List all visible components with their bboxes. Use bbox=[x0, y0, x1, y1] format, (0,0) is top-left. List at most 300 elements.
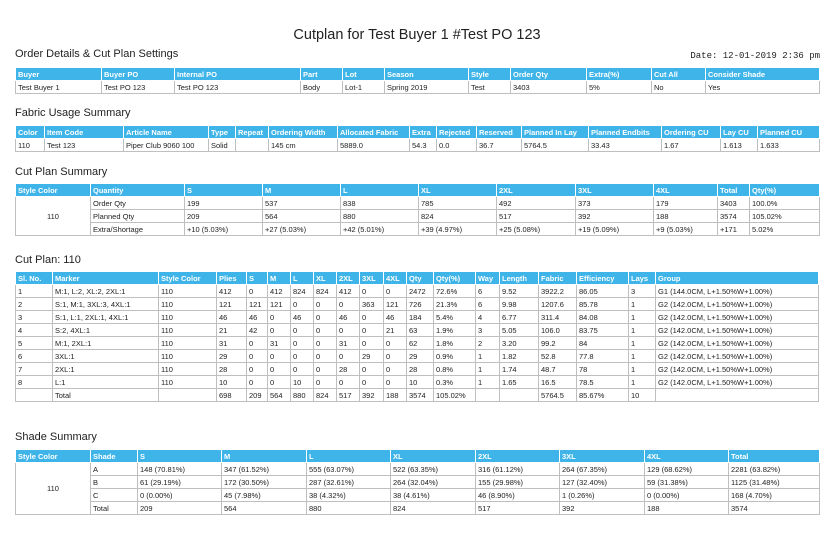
table-cell: G2 (142.0CM, L+1.50%W+1.00%) bbox=[656, 298, 819, 311]
column-header: XL bbox=[314, 272, 337, 285]
table-cell: 29 bbox=[360, 350, 384, 363]
column-header: 3XL bbox=[560, 450, 645, 463]
column-header: Style bbox=[469, 68, 511, 81]
table-cell: 1.633 bbox=[758, 139, 820, 152]
table-cell: 5.4% bbox=[434, 311, 476, 324]
table-cell: 54.3 bbox=[410, 139, 437, 152]
table-cell: 0 bbox=[337, 350, 360, 363]
table-cell: 121 bbox=[384, 298, 407, 311]
table-cell: 517 bbox=[337, 389, 360, 402]
table-row bbox=[16, 311, 819, 324]
table-cell: 4 bbox=[16, 324, 53, 337]
table-cell: 0 bbox=[291, 363, 314, 376]
table-cell: 83.75 bbox=[577, 324, 629, 337]
table-cell: 412 bbox=[268, 285, 291, 298]
table-cell: 121 bbox=[217, 298, 247, 311]
table-cell: 0 bbox=[247, 376, 268, 389]
table-cell: 110 bbox=[159, 350, 217, 363]
table-cell: A bbox=[91, 463, 138, 476]
table-cell: 1 bbox=[629, 350, 656, 363]
table-cell: 45 (7.98%) bbox=[222, 489, 307, 502]
column-header: Qty bbox=[407, 272, 434, 285]
table-row bbox=[16, 324, 819, 337]
table-cell: 838 bbox=[341, 197, 419, 210]
column-header: S bbox=[138, 450, 222, 463]
table-cell: 199 bbox=[185, 197, 263, 210]
table-cell: 0 bbox=[247, 350, 268, 363]
table-cell: 6 bbox=[16, 350, 53, 363]
column-header: Way bbox=[476, 272, 500, 285]
table-cell: C bbox=[91, 489, 138, 502]
table-cell: 4 bbox=[476, 311, 500, 324]
table-cell: 2472 bbox=[407, 285, 434, 298]
table-cell: S:2, 4XL:1 bbox=[53, 324, 159, 337]
table-cell: 110 bbox=[159, 298, 217, 311]
column-header: L bbox=[307, 450, 391, 463]
column-header: 2XL bbox=[476, 450, 560, 463]
table-cell: 110 bbox=[159, 285, 217, 298]
table-cell: S:1, L:1, 2XL:1, 4XL:1 bbox=[53, 311, 159, 324]
table-cell: B bbox=[91, 476, 138, 489]
table-cell: 84.08 bbox=[577, 311, 629, 324]
table-cell: 726 bbox=[407, 298, 434, 311]
table-cell: 0 bbox=[337, 376, 360, 389]
table-cell: 0 bbox=[268, 350, 291, 363]
table-row bbox=[16, 285, 819, 298]
table-cell: Test 123 bbox=[45, 139, 124, 152]
table-cell: +39 (4.97%) bbox=[419, 223, 497, 236]
table-cell: 121 bbox=[268, 298, 291, 311]
table-cell: 0 bbox=[360, 363, 384, 376]
table-cell: 0 bbox=[384, 376, 407, 389]
table-cell: 3XL:1 bbox=[53, 350, 159, 363]
table-cell: 29 bbox=[217, 350, 247, 363]
table-cell: 61 (29.19%) bbox=[138, 476, 222, 489]
table-cell: 392 bbox=[576, 210, 654, 223]
column-header: 2XL bbox=[497, 184, 576, 197]
column-header: Plies bbox=[217, 272, 247, 285]
table-cell: 0 bbox=[384, 285, 407, 298]
table-cell: 5.02% bbox=[750, 223, 820, 236]
table-cell: 31 bbox=[268, 337, 291, 350]
table-cell: 6.77 bbox=[500, 311, 539, 324]
table-cell: 84 bbox=[577, 337, 629, 350]
column-header: 3XL bbox=[576, 184, 654, 197]
style-color-cell: 110 bbox=[16, 197, 91, 236]
column-header: 4XL bbox=[654, 184, 718, 197]
table-cell: 824 bbox=[291, 285, 314, 298]
table-cell: 1 bbox=[476, 376, 500, 389]
table-cell: 698 bbox=[217, 389, 247, 402]
table-cell: M:1, 2XL:1 bbox=[53, 337, 159, 350]
table-cell: 36.7 bbox=[477, 139, 522, 152]
table-cell: Test PO 123 bbox=[102, 81, 175, 94]
table-cell: +10 (5.03%) bbox=[185, 223, 263, 236]
table-cell: 127 (32.40%) bbox=[560, 476, 645, 489]
table-cell: 6 bbox=[476, 285, 500, 298]
table-cell: 1125 (31.48%) bbox=[729, 476, 820, 489]
table-cell: 0 bbox=[337, 324, 360, 337]
column-header: Lays bbox=[629, 272, 656, 285]
column-header: L bbox=[291, 272, 314, 285]
table-cell: 188 bbox=[384, 389, 407, 402]
column-header: Ordering Width bbox=[269, 126, 338, 139]
table-cell: 517 bbox=[497, 210, 576, 223]
column-header: Shade bbox=[91, 450, 138, 463]
table-cell: 1 bbox=[629, 376, 656, 389]
table-cell: 0 bbox=[360, 376, 384, 389]
table-row bbox=[16, 350, 819, 363]
table-cell: 31 bbox=[217, 337, 247, 350]
column-header: Marker bbox=[53, 272, 159, 285]
table-cell: Solid bbox=[209, 139, 236, 152]
column-header: Consider Shade bbox=[706, 68, 820, 81]
table-cell: 1.8% bbox=[434, 337, 476, 350]
table-cell: 100.0% bbox=[750, 197, 820, 210]
table-cell: 46 bbox=[291, 311, 314, 324]
table-cell bbox=[159, 389, 217, 402]
table-cell: 6 bbox=[476, 298, 500, 311]
summary-section-heading: Cut Plan Summary bbox=[15, 166, 108, 178]
table-cell: 129 (68.62%) bbox=[645, 463, 729, 476]
table-cell: 1 bbox=[629, 298, 656, 311]
table-cell: 62 bbox=[407, 337, 434, 350]
table-cell: S:1, M:1, 3XL:3, 4XL:1 bbox=[53, 298, 159, 311]
table-cell: 0 bbox=[291, 350, 314, 363]
table-cell: 5 bbox=[16, 337, 53, 350]
table-cell: 824 bbox=[314, 285, 337, 298]
table-cell: 0.0 bbox=[437, 139, 477, 152]
column-header: Qty(%) bbox=[434, 272, 476, 285]
table-cell: 1 (0.26%) bbox=[560, 489, 645, 502]
table-cell: 3403 bbox=[511, 81, 587, 94]
table-cell: 517 bbox=[476, 502, 560, 515]
table-cell: 0 bbox=[291, 324, 314, 337]
table-cell: 209 bbox=[247, 389, 268, 402]
table-cell: 63 bbox=[407, 324, 434, 337]
column-header: Efficiency bbox=[577, 272, 629, 285]
column-header: Lot bbox=[343, 68, 385, 81]
table-cell: 373 bbox=[576, 197, 654, 210]
column-header: Article Name bbox=[124, 126, 209, 139]
column-header: Buyer PO bbox=[102, 68, 175, 81]
table-cell: 172 (30.50%) bbox=[222, 476, 307, 489]
table-cell: G2 (142.0CM, L+1.50%W+1.00%) bbox=[656, 350, 819, 363]
table-cell: Order Qty bbox=[91, 197, 185, 210]
order-section-heading: Order Details & Cut Plan Settings bbox=[15, 48, 179, 60]
table-cell: 38 (4.61%) bbox=[391, 489, 476, 502]
table-cell: 316 (61.12%) bbox=[476, 463, 560, 476]
style-color-cell: 110 bbox=[16, 463, 91, 515]
table-cell: 0 bbox=[268, 311, 291, 324]
table-cell: 0 bbox=[314, 311, 337, 324]
table-cell: 311.4 bbox=[539, 311, 577, 324]
table-cell: 555 (63.07%) bbox=[307, 463, 391, 476]
table-cell: 78.5 bbox=[577, 376, 629, 389]
table-cell: G2 (142.0CM, L+1.50%W+1.00%) bbox=[656, 363, 819, 376]
column-header: Sl. No. bbox=[16, 272, 53, 285]
table-row bbox=[16, 502, 820, 515]
table-cell: 564 bbox=[263, 210, 341, 223]
table-cell: 0 bbox=[314, 337, 337, 350]
table-cell: 3 bbox=[476, 324, 500, 337]
table-cell: 392 bbox=[560, 502, 645, 515]
table-cell: Test bbox=[469, 81, 511, 94]
table-cell: Body bbox=[301, 81, 343, 94]
column-header: Group bbox=[656, 272, 819, 285]
table-cell: 880 bbox=[291, 389, 314, 402]
column-header: Allocated Fabric bbox=[338, 126, 410, 139]
table-cell: 0 bbox=[268, 324, 291, 337]
table-cell: +19 (5.09%) bbox=[576, 223, 654, 236]
table-cell: G2 (142.0CM, L+1.50%W+1.00%) bbox=[656, 324, 819, 337]
table-cell: 3922.2 bbox=[539, 285, 577, 298]
column-header: M bbox=[222, 450, 307, 463]
column-header: Total bbox=[718, 184, 750, 197]
column-header: Lay CU bbox=[721, 126, 758, 139]
table-cell: 0.8% bbox=[434, 363, 476, 376]
table-cell: 0.9% bbox=[434, 350, 476, 363]
column-header: S bbox=[247, 272, 268, 285]
table-cell: 0 bbox=[384, 363, 407, 376]
table-cell: 824 bbox=[314, 389, 337, 402]
report-title: Cutplan for Test Buyer 1 #Test PO 123 bbox=[293, 27, 541, 43]
column-header: Style Color bbox=[159, 272, 217, 285]
table-cell: 564 bbox=[222, 502, 307, 515]
table-cell: 42 bbox=[247, 324, 268, 337]
table-cell: 5% bbox=[587, 81, 652, 94]
cutplan-section-heading: Cut Plan: 110 bbox=[15, 254, 81, 266]
table-cell: 110 bbox=[16, 139, 45, 152]
table-cell: 38 (4.32%) bbox=[307, 489, 391, 502]
table-row bbox=[16, 489, 820, 502]
table-cell: +25 (5.08%) bbox=[497, 223, 576, 236]
table-cell: 0 bbox=[247, 285, 268, 298]
table-cell bbox=[236, 139, 269, 152]
table-cell bbox=[476, 389, 500, 402]
table-cell: 1.9% bbox=[434, 324, 476, 337]
table-cell: 0 bbox=[360, 311, 384, 324]
column-header: Planned CU bbox=[758, 126, 820, 139]
column-header: Order Qty bbox=[511, 68, 587, 81]
table-cell: 188 bbox=[654, 210, 718, 223]
table-cell: 28 bbox=[337, 363, 360, 376]
table-cell: 0 bbox=[247, 337, 268, 350]
table-cell: 2 bbox=[476, 337, 500, 350]
table-cell: +42 (5.01%) bbox=[341, 223, 419, 236]
table-cell: 1207.6 bbox=[539, 298, 577, 311]
table-cell: 46 (8.90%) bbox=[476, 489, 560, 502]
table-cell: 564 bbox=[268, 389, 291, 402]
table-cell: 155 (29.98%) bbox=[476, 476, 560, 489]
table-cell: 5764.5 bbox=[539, 389, 577, 402]
column-header: Reserved bbox=[477, 126, 522, 139]
table-cell: 492 bbox=[497, 197, 576, 210]
table-cell: 824 bbox=[391, 502, 476, 515]
table-cell: 2 bbox=[16, 298, 53, 311]
table-cell: 0 bbox=[291, 337, 314, 350]
table-cell: 85.78 bbox=[577, 298, 629, 311]
table-cell: 209 bbox=[138, 502, 222, 515]
table-cell: 0 bbox=[337, 298, 360, 311]
table-cell: 72.6% bbox=[434, 285, 476, 298]
table-cell: 347 (61.52%) bbox=[222, 463, 307, 476]
table-cell: 29 bbox=[407, 350, 434, 363]
table-cell: 21.3% bbox=[434, 298, 476, 311]
order-details-table bbox=[15, 67, 820, 94]
table-cell: Yes bbox=[706, 81, 820, 94]
table-cell: 28 bbox=[407, 363, 434, 376]
table-cell: 16.5 bbox=[539, 376, 577, 389]
table-cell: 110 bbox=[159, 337, 217, 350]
table-cell: 85.67% bbox=[577, 389, 629, 402]
table-cell: 7 bbox=[16, 363, 53, 376]
table-cell: L:1 bbox=[53, 376, 159, 389]
column-header: M bbox=[268, 272, 291, 285]
table-cell: 287 (32.61%) bbox=[307, 476, 391, 489]
table-cell: 0 bbox=[314, 363, 337, 376]
table-row bbox=[16, 298, 819, 311]
column-header: Ordering CU bbox=[662, 126, 721, 139]
column-header: L bbox=[341, 184, 419, 197]
column-header: XL bbox=[391, 450, 476, 463]
table-cell: G2 (142.0CM, L+1.50%W+1.00%) bbox=[656, 337, 819, 350]
table-cell: 1 bbox=[629, 311, 656, 324]
fabric-usage-table bbox=[15, 125, 820, 152]
table-cell: Extra/Shortage bbox=[91, 223, 185, 236]
table-cell: 1.67 bbox=[662, 139, 721, 152]
column-header: Extra(%) bbox=[587, 68, 652, 81]
shade-summary-table bbox=[15, 449, 820, 515]
column-header: 4XL bbox=[384, 272, 407, 285]
column-header: Length bbox=[500, 272, 539, 285]
report-date: Date: 12-01-2019 2:36 pm bbox=[690, 51, 820, 61]
table-cell: 0 bbox=[384, 350, 407, 363]
fabric-section-heading: Fabric Usage Summary bbox=[15, 107, 131, 119]
table-cell: 9.52 bbox=[500, 285, 539, 298]
table-cell: 3.20 bbox=[500, 337, 539, 350]
table-cell: +27 (5.03%) bbox=[263, 223, 341, 236]
table-cell: 3403 bbox=[718, 197, 750, 210]
column-header: 3XL bbox=[360, 272, 384, 285]
table-cell bbox=[656, 389, 819, 402]
table-cell: 0.3% bbox=[434, 376, 476, 389]
table-cell: 880 bbox=[307, 502, 391, 515]
table-cell: 1.74 bbox=[500, 363, 539, 376]
table-cell: 52.8 bbox=[539, 350, 577, 363]
table-cell: 824 bbox=[419, 210, 497, 223]
column-header: Internal PO bbox=[175, 68, 301, 81]
table-cell: 21 bbox=[384, 324, 407, 337]
column-header: Rejected bbox=[437, 126, 477, 139]
table-cell: 5889.0 bbox=[338, 139, 410, 152]
table-cell: 0 bbox=[314, 298, 337, 311]
table-cell: 59 (31.38%) bbox=[645, 476, 729, 489]
table-cell: 110 bbox=[159, 324, 217, 337]
table-cell: G2 (142.0CM, L+1.50%W+1.00%) bbox=[656, 311, 819, 324]
table-cell: 148 (70.81%) bbox=[138, 463, 222, 476]
table-cell: 363 bbox=[360, 298, 384, 311]
table-cell: 145 cm bbox=[269, 139, 338, 152]
table-cell: Total bbox=[53, 389, 159, 402]
table-cell: 412 bbox=[217, 285, 247, 298]
table-cell: Spring 2019 bbox=[385, 81, 469, 94]
column-header: Fabric bbox=[539, 272, 577, 285]
column-header: S bbox=[185, 184, 263, 197]
table-cell: M:1, L:2, XL:2, 2XL:1 bbox=[53, 285, 159, 298]
table-cell: 10 bbox=[629, 389, 656, 402]
table-cell: 0 bbox=[314, 376, 337, 389]
table-cell: 264 (67.35%) bbox=[560, 463, 645, 476]
table-cell: 0 (0.00%) bbox=[645, 489, 729, 502]
table-cell: 1.65 bbox=[500, 376, 539, 389]
table-cell: 10 bbox=[407, 376, 434, 389]
column-header: Quantity bbox=[91, 184, 185, 197]
table-cell: 0 bbox=[360, 324, 384, 337]
table-cell: 106.0 bbox=[539, 324, 577, 337]
table-cell: 1 bbox=[16, 285, 53, 298]
column-header: Qty(%) bbox=[750, 184, 820, 197]
table-cell: 86.05 bbox=[577, 285, 629, 298]
table-cell: 28 bbox=[217, 363, 247, 376]
table-cell: 46 bbox=[217, 311, 247, 324]
table-cell: 3574 bbox=[718, 210, 750, 223]
column-header: Cut All bbox=[652, 68, 706, 81]
table-cell: 537 bbox=[263, 197, 341, 210]
table-cell: 110 bbox=[159, 363, 217, 376]
table-cell: 121 bbox=[247, 298, 268, 311]
table-cell: 522 (63.35%) bbox=[391, 463, 476, 476]
table-cell: 0 bbox=[268, 363, 291, 376]
table-cell: Test Buyer 1 bbox=[16, 81, 102, 94]
table-row bbox=[16, 81, 820, 94]
column-header: 2XL bbox=[337, 272, 360, 285]
table-cell: 0 bbox=[291, 298, 314, 311]
table-cell: 3574 bbox=[407, 389, 434, 402]
table-cell: 21 bbox=[217, 324, 247, 337]
cut-plan-table bbox=[15, 271, 819, 402]
table-cell: 78 bbox=[577, 363, 629, 376]
table-row bbox=[16, 223, 820, 236]
table-cell: 0 bbox=[247, 363, 268, 376]
column-header: M bbox=[263, 184, 341, 197]
table-cell: +171 bbox=[718, 223, 750, 236]
table-cell: Piper Club 9060 100 bbox=[124, 139, 209, 152]
column-header: Style Color bbox=[16, 450, 91, 463]
table-cell: 392 bbox=[360, 389, 384, 402]
table-cell: 1.82 bbox=[500, 350, 539, 363]
table-cell: 2281 (63.82%) bbox=[729, 463, 820, 476]
table-cell: 0 bbox=[360, 337, 384, 350]
table-cell: 0 bbox=[314, 324, 337, 337]
table-cell: 46 bbox=[247, 311, 268, 324]
column-header: Style Color bbox=[16, 184, 91, 197]
column-header: Item Code bbox=[45, 126, 124, 139]
table-cell: 31 bbox=[337, 337, 360, 350]
table-cell: 33.43 bbox=[589, 139, 662, 152]
table-cell: 9.98 bbox=[500, 298, 539, 311]
table-row bbox=[16, 210, 820, 223]
table-cell: 1.613 bbox=[721, 139, 758, 152]
table-cell: 412 bbox=[337, 285, 360, 298]
table-row bbox=[16, 337, 819, 350]
table-row bbox=[16, 476, 820, 489]
table-cell: 10 bbox=[217, 376, 247, 389]
table-cell: 110 bbox=[159, 311, 217, 324]
table-cell: +9 (5.03%) bbox=[654, 223, 718, 236]
column-header: Total bbox=[729, 450, 820, 463]
table-row bbox=[16, 376, 819, 389]
